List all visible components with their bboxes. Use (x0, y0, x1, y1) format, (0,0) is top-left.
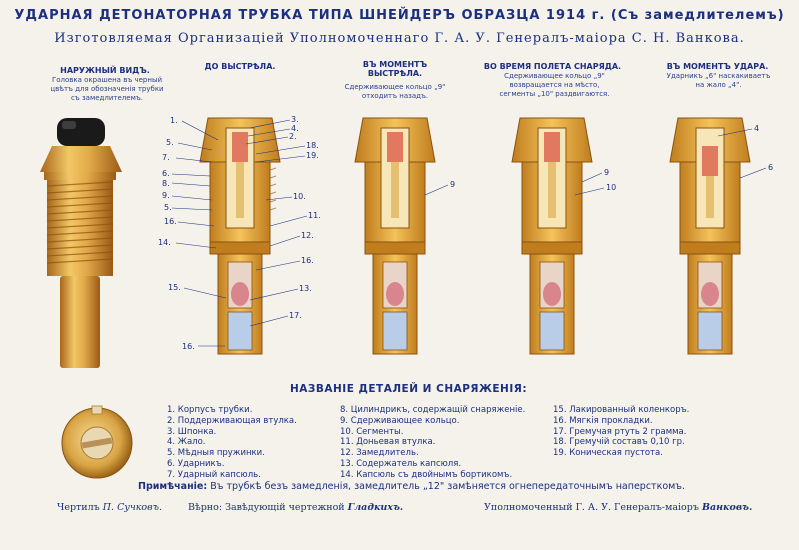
callout-16b: 16. (182, 342, 195, 351)
parts-item: 9. Сдерживающее кольцо. (340, 415, 460, 426)
callout-flight-9: 9 (604, 168, 610, 177)
before-view-title: ДО ВЫСТРѢЛА. (204, 62, 276, 71)
parts-item: 10. Сегменты. (340, 426, 404, 437)
parts-item: 4. Жало. (167, 437, 206, 448)
footer-drawn-by: Чертилъ П. Сучковъ. (57, 502, 163, 513)
parts-item: 14. Капсюль съ двойнымъ бортикомъ. (340, 469, 513, 480)
section-before-shot (200, 118, 280, 354)
callout-15: 15. (168, 283, 181, 292)
footer-authority: Уполномоченный Г. А. У. Генералъ-маiоръ Ванковъ. (484, 502, 753, 513)
footnote-text: Въ трубкѣ безъ замедленiя, замедлитель „12" замѣняется огнепередаточнымъ наперсткомъ. (210, 481, 686, 492)
callout-8: 8. (162, 179, 170, 188)
callout-3: 3. (291, 115, 299, 124)
impact-view-note: Ударникъ „6" наскакиваетъ на жало „4". (666, 72, 771, 89)
callout-11: 11. (308, 211, 321, 220)
parts-column-2 (340, 405, 525, 481)
page-subtitle: Изготовляемая Организацiей Уполномоченнаго Г. А. У. Генералъ-маiора С. Н. Ванкова. (54, 31, 745, 46)
callout-17: 17. (289, 311, 302, 320)
parts-item: 6. Ударникъ. (167, 458, 225, 469)
impact-view-title: ВЪ МОМЕНТЪ УДАРА. (666, 62, 769, 71)
callout-impact-4: 4 (754, 124, 760, 133)
parts-item: 18. Гремучiй составъ 0,10 гр. (553, 437, 685, 448)
callout-7: 7. (162, 153, 170, 162)
callout-13: 13. (299, 284, 312, 293)
external-body-cone (40, 146, 122, 172)
parts-item: 11. Доньевая втулка. (340, 437, 436, 448)
callout-5: 5. (166, 138, 174, 147)
callout-16: 16. (164, 217, 177, 226)
footer-verified: Вѣрно: Завѣдующiй чертежной Гладкихъ. (188, 502, 404, 513)
parts-column-3 (553, 405, 689, 459)
callout-19: 19. (306, 151, 319, 160)
callout-9: 9. (162, 191, 170, 200)
flight-view-title: ВО ВРЕМЯ ПОЛЕТА СНАРЯДА. (483, 62, 622, 71)
external-view-note: Головка окрашена въ черный цвѣтъ для обозначенiя трубки съ замедлителемъ. (50, 76, 164, 102)
parts-item: 3. Шпонка. (167, 426, 217, 437)
parts-item: 12. Замедлитель. (340, 448, 419, 459)
parts-item: 7. Ударный капсюль. (167, 469, 261, 480)
external-view-title: НАРУЖНЫЙ ВИДЪ. (60, 66, 150, 75)
callout-12: 12. (301, 231, 314, 240)
parts-item: 19. Коническая пустота. (553, 448, 663, 459)
external-stem (60, 276, 100, 368)
section-flight (512, 118, 592, 354)
shot-view-note: Сдерживающее кольцо „9" отходитъ назадъ. (344, 83, 446, 100)
parts-item: 13. Содержатель капсюля. (340, 458, 462, 469)
callout-impact-6: 6 (768, 163, 774, 172)
external-fuse-view (40, 118, 122, 368)
external-thread (47, 180, 113, 276)
parts-item: 2. Поддерживающая втулка. (167, 415, 297, 426)
parts-item: 8. Цилиндрикъ, содержащiй снаряженiе. (340, 405, 526, 415)
callout-18: 18. (306, 141, 319, 150)
page-title: УДАРНАЯ ДЕТОНАТОРНАЯ ТРУБКА ТИПА ШНЕЙДЕРЪ ОБРАЗЦА 1914 г. (Съ замедлителемъ) (14, 8, 785, 23)
parts-item: 16. Мягкiя прокладки. (553, 415, 653, 426)
parts-title: НАЗВАНIЕ ДЕТАЛЕЙ И СНАРЯЖЕНIЯ: (290, 383, 528, 395)
flight-view-note: Сдерживающее кольцо „9" возвращается на мѣсто, сегменты „10" раздвигаются. (499, 72, 610, 98)
parts-item: 17. Гремучая ртуть 2 грамма. (553, 426, 687, 437)
section-impact (670, 118, 750, 354)
parts-item: 1. Корпусъ трубки. (167, 405, 253, 415)
callout-10: 10. (293, 192, 306, 201)
shot-view-title: ВЪ МОМЕНТЪ ВЫСТРѢЛА. (362, 60, 428, 78)
callout-14: 14. (158, 238, 171, 247)
footnote (138, 481, 718, 492)
callout-5b: 5. (164, 203, 172, 212)
parts-item: 15. Лакированный коленкоръ. (553, 405, 690, 415)
callout-1: 1. (170, 116, 178, 125)
callout-4: 4. (291, 124, 299, 133)
callout-flight-10: 10 (606, 183, 617, 192)
parts-item: 5. Мѣдныя пружинки. (167, 448, 265, 459)
callout-6: 6. (162, 169, 170, 178)
callout-2: 2. (289, 132, 297, 141)
parts-column-1 (167, 405, 297, 481)
callout-16c: 16. (301, 256, 314, 265)
footnote-label: Примѣчанiе: (138, 481, 208, 492)
section-shot (355, 118, 435, 354)
callout-shot-9: 9 (450, 180, 456, 189)
fuse-cap-top-view (62, 406, 132, 478)
